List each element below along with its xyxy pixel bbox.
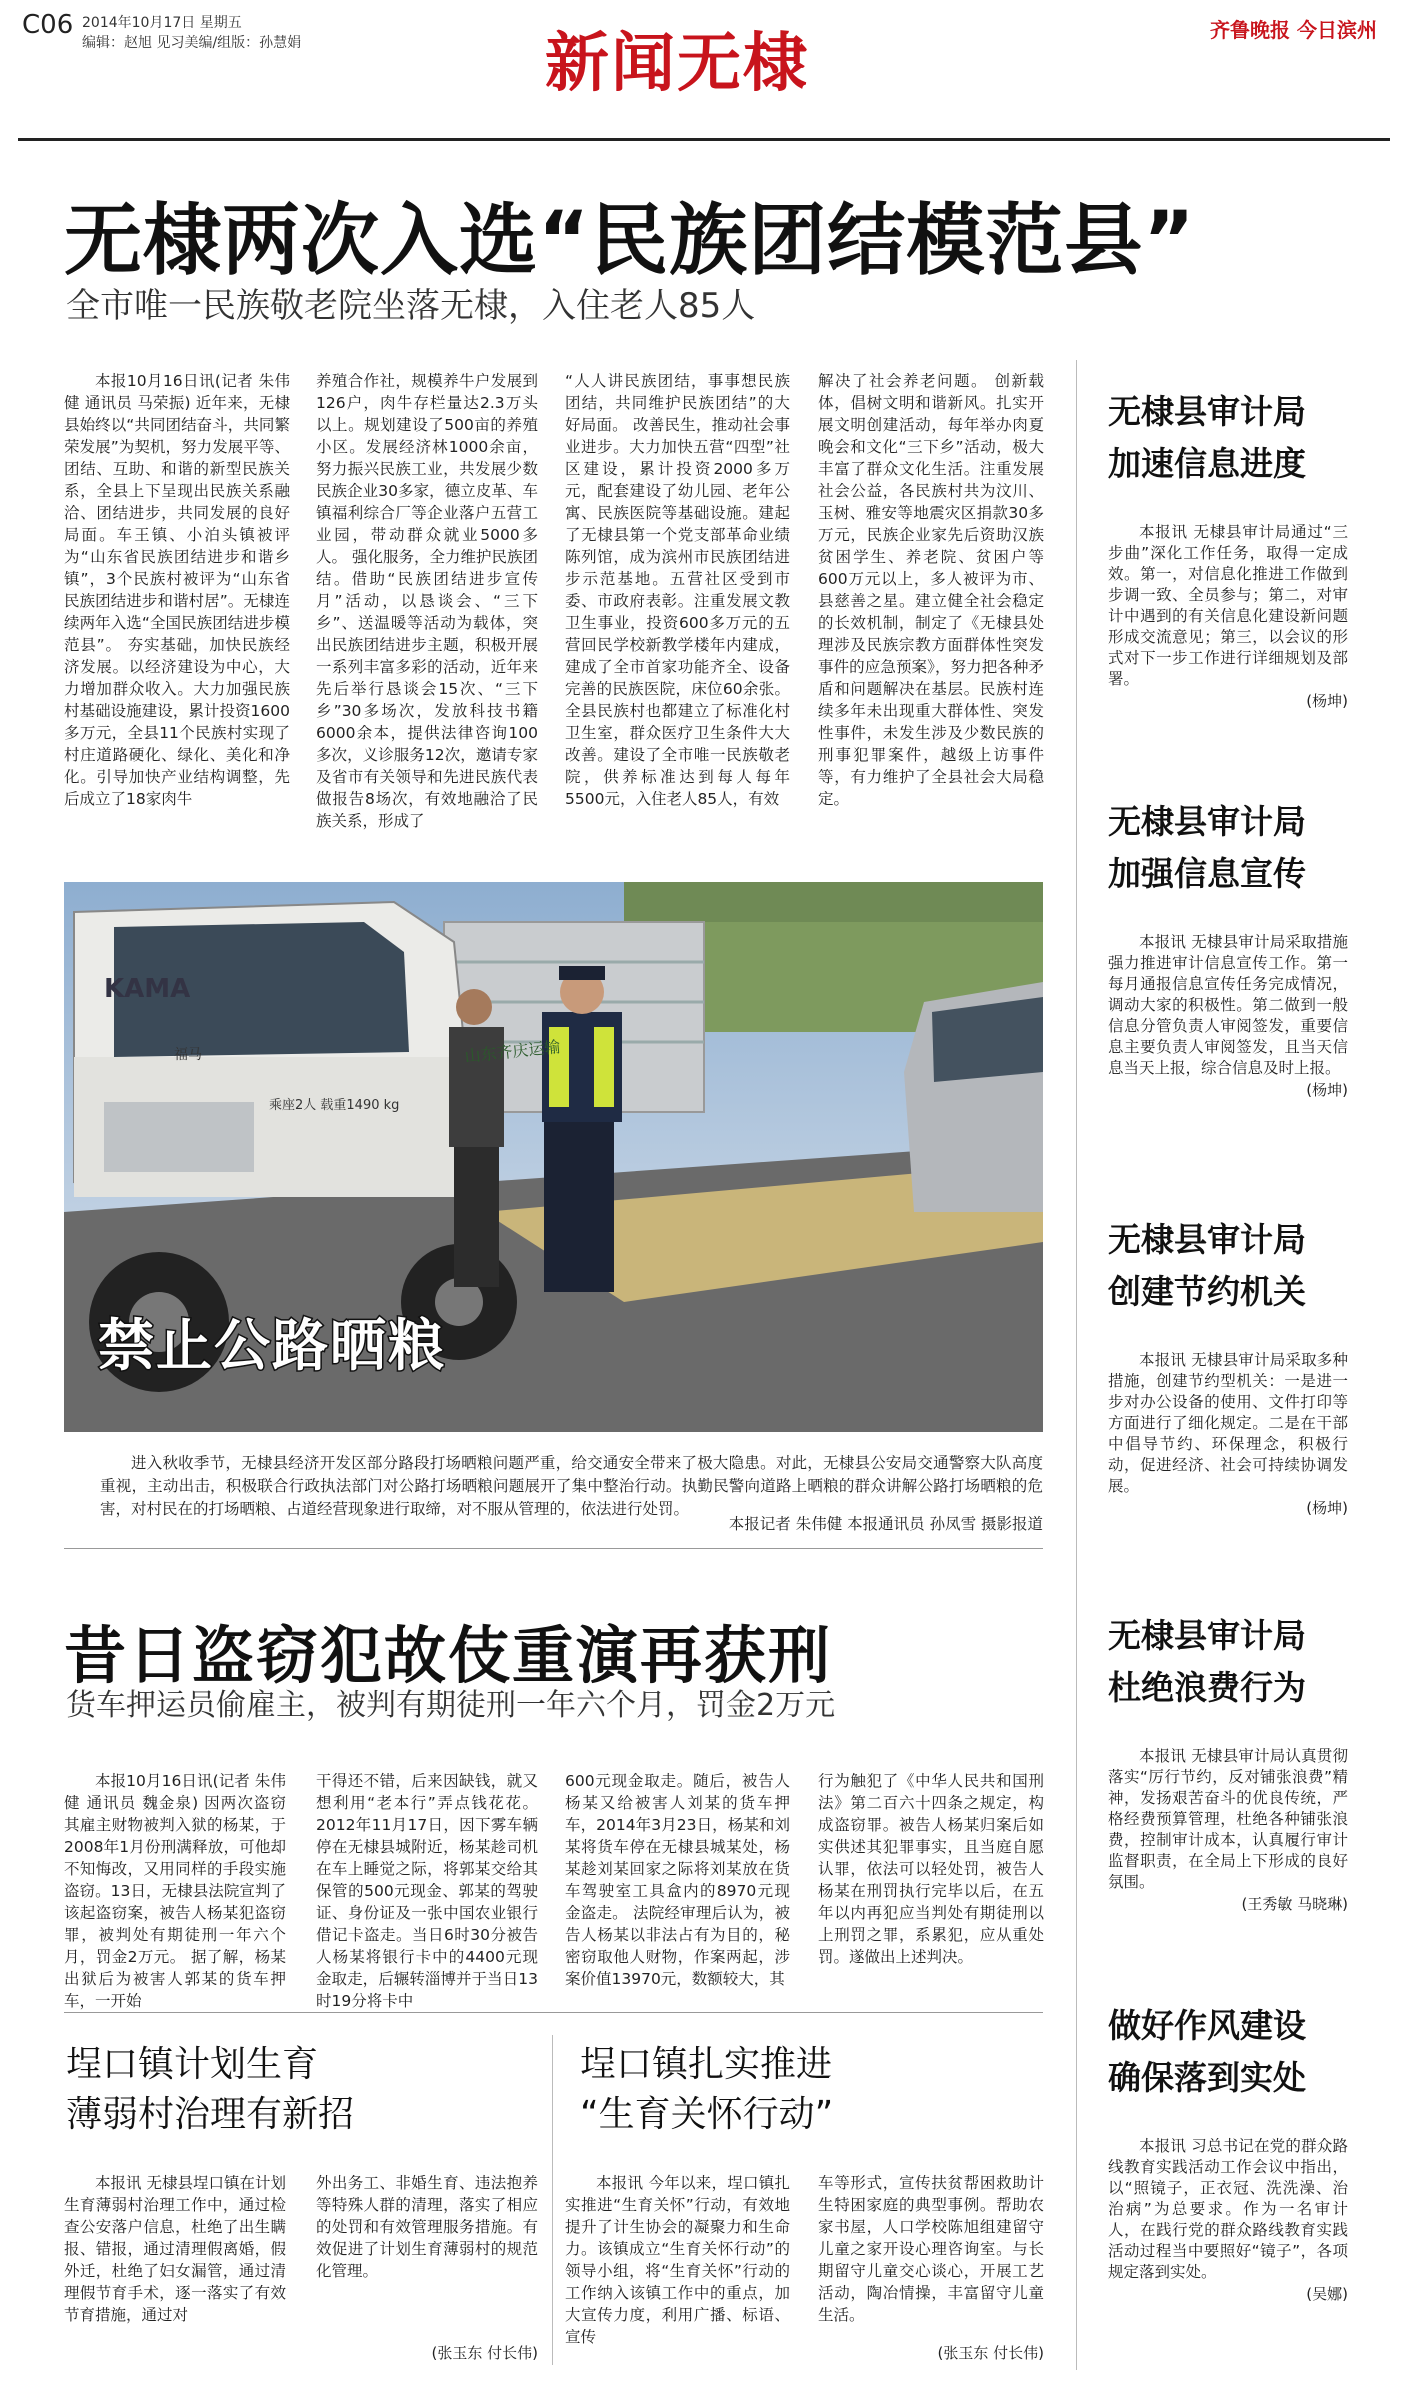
bottom-mid-column-1: 本报讯 今年以来，埕口镇扎实推进“生育关怀”行动，有效地提升了计生协会的凝聚力和生命力。该镇成立“生育关怀行动”的领导小组，将“生育关怀”行动的工作纳入该镇工作中的重点，加大宣传力度，利用广播、标语、宣传 <box>565 2174 790 2346</box>
bottom-mid-column-2: 车等形式，宣传扶贫帮困救助计生特困家庭的典型事例。帮助农家书屋，人口学校陈旭组建留守儿童之家开设心理咨询室。与长期留守儿童交心谈心，开展工艺活动，陶冶情操，丰富留守儿童生活。 <box>818 2174 1044 2324</box>
bottom-left-headline-2: 薄弱村治理有新招 <box>66 2094 355 2135</box>
bottom-mid-headline-2: “生育关怀行动” <box>580 2094 834 2135</box>
side-story-5-title-2: 确保落到实处 <box>1108 2058 1306 2097</box>
news-photo <box>64 882 1043 1432</box>
photo-caption: 进入秋收季节，无棣县经济开发区部分路段打场晒粮问题严重，给交通安全带来了极大隐患。对此，无棣县公安局交通警察大队高度重视，主动出击，积极联合行政执法部门对公路打场晒粮问题展开了集中整治行动。执勤民警向道路上晒粮的群众讲解公路打场晒粮的危害，对村民在的打场晒粮、占道经营现象进行取缔，对不服从管理的，依法进行处罚。 <box>100 1454 1043 1518</box>
side-story-3-title-2: 创建节约机关 <box>1108 1272 1306 1311</box>
side-story-5-byline: (吴娜) <box>1306 2285 1348 2303</box>
section-title: 新闻无棣 <box>545 26 809 101</box>
truck-brand-text: KAMA <box>104 974 191 1004</box>
second-headline: 昔日盗窃犯故伎重演再获刑 <box>64 1619 833 1692</box>
bottom-divider <box>64 2012 1043 2013</box>
bottom-left-column-2: 外出务工、非婚生育、违法抱养等特殊人群的清理，落实了相应的处罚和有效管理服务措施。有效促进了计划生育薄弱村的规范化管理。 <box>316 2174 538 2280</box>
side-story-3-body: 本报讯 无棣县审计局采取多种措施，创建节约型机关：一是进一步对办公设备的使用、文件打印等方面进行了细化规定。二是在干部中倡导节约、环保理念，积极行动，促进经济、社会可持续协调发展。 <box>1108 1351 1348 1495</box>
side-story-4-body: 本报讯 无棣县审计局认真贯彻落实“厉行节约，反对铺张浪费”精神，发扬艰苦奋斗的优良传统，严格经费预算管理，杜绝各种铺张浪费，控制审计成本，认真履行审计监督职责，在全局上下形成的良好氛围。 <box>1108 1747 1348 1891</box>
side-story-2-body: 本报讯 无棣县审计局采取措施强力推进审计信息宣传工作。第一每月通报信息宣传任务完成情况，调动大家的积极性。第二做到一般信息分管负责人审阅签发，重要信息主要负责人审阅签发，且当天信息当天上报，综合信息及时上报。 <box>1108 933 1348 1077</box>
side-story-4-byline: (王秀敏 马晓琳) <box>1241 1895 1348 1913</box>
bottom-left-column-1: 本报讯 无棣县埕口镇在计划生育薄弱村治理工作中，通过检查公安落户信息，杜绝了出生瞒报、错报，通过清理假离婚，假外迁，杜绝了妇女漏管，通过清理假节育手术，逐一落实了有效节育措施，通过对 <box>64 2174 286 2324</box>
photo-overlay-title: 禁止公路晒粮 <box>98 1314 446 1379</box>
photo-credit: 本报记者 朱伟健 本报通讯员 孙凤雪 摄影报道 <box>728 1515 1043 1533</box>
lead-column-4: 解决了社会养老问题。 创新载体，倡树文明和谐新风。扎实开展文明创建活动，每年举办肉夏晚会和文化“三下乡”活动，极大丰富了群众文化生活。注重发展社会公益，各民族村共为汶川、玉树、雅安等地震灾区捐款30多万元，民族企业家先后资助汉族贫困学生、养老院、贫困户等600万元以上，多人被评为市、县慈善之星。建立健全社会稳定的长效机制，制定了《无棣县处理涉及民族宗教方面群体性突发事件的应急预案》，努力把各种矛盾和问题解决在基层。民族村连续多年未出现重大群体性、突发性事件，未发生涉及少数民族的刑事犯罪案件，越级上访事件等，有力维护了全县社会大局稳定。 <box>818 372 1044 808</box>
side-story-5-body: 本报讯 习总书记在党的群众路线教育实践活动工作会议中指出，以“照镜子，正衣冠、洗洗澡、治治病”为总要求。作为一名审计人，在践行党的群众路线教育实践活动过程当中要照好“镜子”，各项规定落到实处。 <box>1108 2137 1348 2281</box>
truck-load-label: 乘座2人 载重1490 kg <box>269 1098 400 1113</box>
issue-date: 2014年10月17日 星期五 <box>82 15 242 31</box>
side-story-1-title-1: 无棣县审计局 <box>1108 392 1306 431</box>
side-story-2-title-1: 无棣县审计局 <box>1108 802 1306 841</box>
masthead-rule <box>18 138 1390 141</box>
second-column-4: 行为触犯了《中华人民共和国刑法》第二百六十四条之规定，构成盗窃罪。被告人杨某归案后如实供述其犯罪事实，且当庭自愿认罪，依法可以轻处罚，被告人杨某在刑罚执行完毕以后，在五年以内再犯应当判处有期徒刑以上刑罚之罪，系累犯，应从重处罚。遂做出上述判决。 <box>818 1772 1044 1966</box>
side-story-1-byline: (杨坤) <box>1306 692 1348 710</box>
lead-column-1: 本报10月16日讯(记者 朱伟健 通讯员 马荣振) 近年来，无棣县始终以“共同团结奋斗，共同繁荣发展”为契机，努力发展平等、团结、互助、和谐的新型民族关系，全县上下呈现出民族关系融洽、团结进步，共同发展的良好局面。车王镇、小泊头镇被评为“山东省民族团结进步和谐乡镇”，3个民族村被评为“山东省民族团结进步和谐村居”。无棣连续两年入选“全国民族团结进步模范县”。 夯实基础，加快民族经济发展。以经济建设为中心，大力增加群众收入。大力加强民族村基础设施建设，累计投资1600多万元，全县11个民族村实现了村庄道路硬化、绿化、美化和净化。引导加快产业结构调整，先后成立了18家肉牛 <box>64 372 290 808</box>
editor-credits: 编辑：赵旭 见习美编/组版：孙慧娟 <box>82 35 302 51</box>
newspaper-brand: 齐鲁晚报 今日滨州 <box>1210 18 1377 42</box>
bottom-left-byline: (张玉东 付长伟) <box>431 2344 538 2362</box>
section-divider <box>64 1548 1043 1549</box>
second-column-3: 600元现金取走。随后，被告人杨某又给被害人刘某的货车押车，2014年3月23日，杨某和刘某将货车停在无棣县城某处，杨某趁刘某回家之际将刘某放在货车驾驶室工具盒内的8970元现金盗走。 法院经审理后认为，被告人杨某以非法占有为目的，秘密窃取他人财物，作案两起，涉案价值13970元，数额较大，其 <box>565 1772 790 1988</box>
side-story-5 <box>1108 2000 1348 2304</box>
side-story-4 <box>1108 1610 1348 1914</box>
truck-side-text: 山东齐庆运输 <box>463 1037 562 1066</box>
side-story-1 <box>1108 386 1348 711</box>
side-story-2-title-2: 加强信息宣传 <box>1108 854 1306 893</box>
side-story-1-body: 本报讯 无棣县审计局通过“三步曲”深化工作任务，取得一定成效。第一，对信息化推进工作做到步调一致、全员参与；第二，对审计中遇到的有关信息化建设新问题形成交流意见；第三，以会议的形式对下一步工作进行详细规划及部署。 <box>1108 523 1348 688</box>
bottom-mid-byline: (张玉东 付长伟) <box>937 2344 1044 2362</box>
truck-sub-brand: 福马 <box>174 1047 202 1063</box>
lead-column-3: “人人讲民族团结，事事想民族团结，共同维护民族团结”的大好局面。 改善民生，推动社会事业进步。大力加快五营“四型”社区建设，累计投资2000多万元，配套建设了幼儿园、老年公寓、民族医院等基础设施。建起了无棣县第一个党支部革命业绩陈列馆，成为滨州市民族团结进步示范基地。五营社区受到市委、市政府表彰。注重发展文教卫生事业，投资600多万元的五营回民学校新教学楼年内建成，建成了全市首家功能齐全、设备完善的民族医院，床位60余张。全县民族村也都建立了标准化村卫生室，群众医疗卫生条件大大改善。建设了全市唯一民族敬老院，供养标准达到每人每年5500元，入住老人85人，有效 <box>565 372 790 808</box>
second-subhead: 货车押运员偷雇主，被判有期徒刑一年六个月，罚金2万元 <box>66 1688 836 1723</box>
side-story-4-title-1: 无棣县审计局 <box>1108 1616 1306 1655</box>
side-story-2-byline: (杨坤) <box>1306 1081 1348 1099</box>
lead-headline: 无棣两次入选“民族团结模范县” <box>64 196 1196 286</box>
side-story-3-title-1: 无棣县审计局 <box>1108 1220 1306 1259</box>
bottom-mid-headline-1: 埕口镇扎实推进 <box>580 2044 833 2085</box>
bottom-column-separator <box>552 2035 553 2365</box>
side-story-4-title-2: 杜绝浪费行为 <box>1108 1668 1306 1707</box>
side-story-3 <box>1108 1214 1348 1518</box>
side-story-2 <box>1108 796 1348 1100</box>
page-number: C06 <box>22 10 74 40</box>
side-story-1-title-2: 加速信息进度 <box>1108 444 1306 483</box>
side-story-3-byline: (杨坤) <box>1306 1499 1348 1517</box>
lead-column-2: 养殖合作社，规模养牛户发展到126户，肉牛存栏量达2.3万头以上。规划建设了500亩的养殖小区。发展经济林1000余亩，努力振兴民族工业，共发展少数民族企业30多家，德立皮革、车镇福利综合厂等企业落户五营工业园，带动群众就业5000多人。 强化服务，全力维护民族团结。借助“民族团结进步宣传月”活动，以恳谈会、“三下乡”、送温暖等活动为载体，突出民族团结进步主题，积极开展一系列丰富多彩的活动，近年来先后举行恳谈会15次、“三下乡”30多场次，发放科技书籍6000余本，提供法律咨询100多次，义诊服务12次，邀请专家及省市有关领导和先进民族代表做报告8场次，有效地融洽了民族关系，形成了 <box>316 372 538 830</box>
second-column-2: 干得还不错，后来因缺钱，就又想利用“老本行”弄点钱花花。2012年11月17日，因下雾车辆停在无棣县城附近，杨某趁司机在车上睡觉之际，将郭某交给其保管的500元现金、郭某的驾驶证、身份证及一张中国农业银行借记卡盗走。当日6时30分被告人杨某将银行卡中的4400元现金取走，后辗转淄博并于当日13时19分将卡中 <box>316 1772 538 2010</box>
bottom-left-headline-1: 埕口镇计划生育 <box>66 2044 319 2085</box>
side-column-separator <box>1076 360 1077 2370</box>
lead-subhead: 全市唯一民族敬老院坐落无棣，入住老人85人 <box>66 286 756 326</box>
side-story-5-title-1: 做好作风建设 <box>1108 2006 1306 2045</box>
second-column-1: 本报10月16日讯(记者 朱伟健 通讯员 魏金泉) 因两次盗窃其雇主财物被判入狱的杨某，于2008年1月份刑满释放，可他却不知悔改，又用同样的手段实施盗窃。13日，无棣县法院宣判了该起盗窃案，被告人杨某犯盗窃罪，被判处有期徒刑一年六个月，罚金2万元。 据了解，杨某出狱后为被害人郭某的货车押车，一开始 <box>64 1772 286 2010</box>
